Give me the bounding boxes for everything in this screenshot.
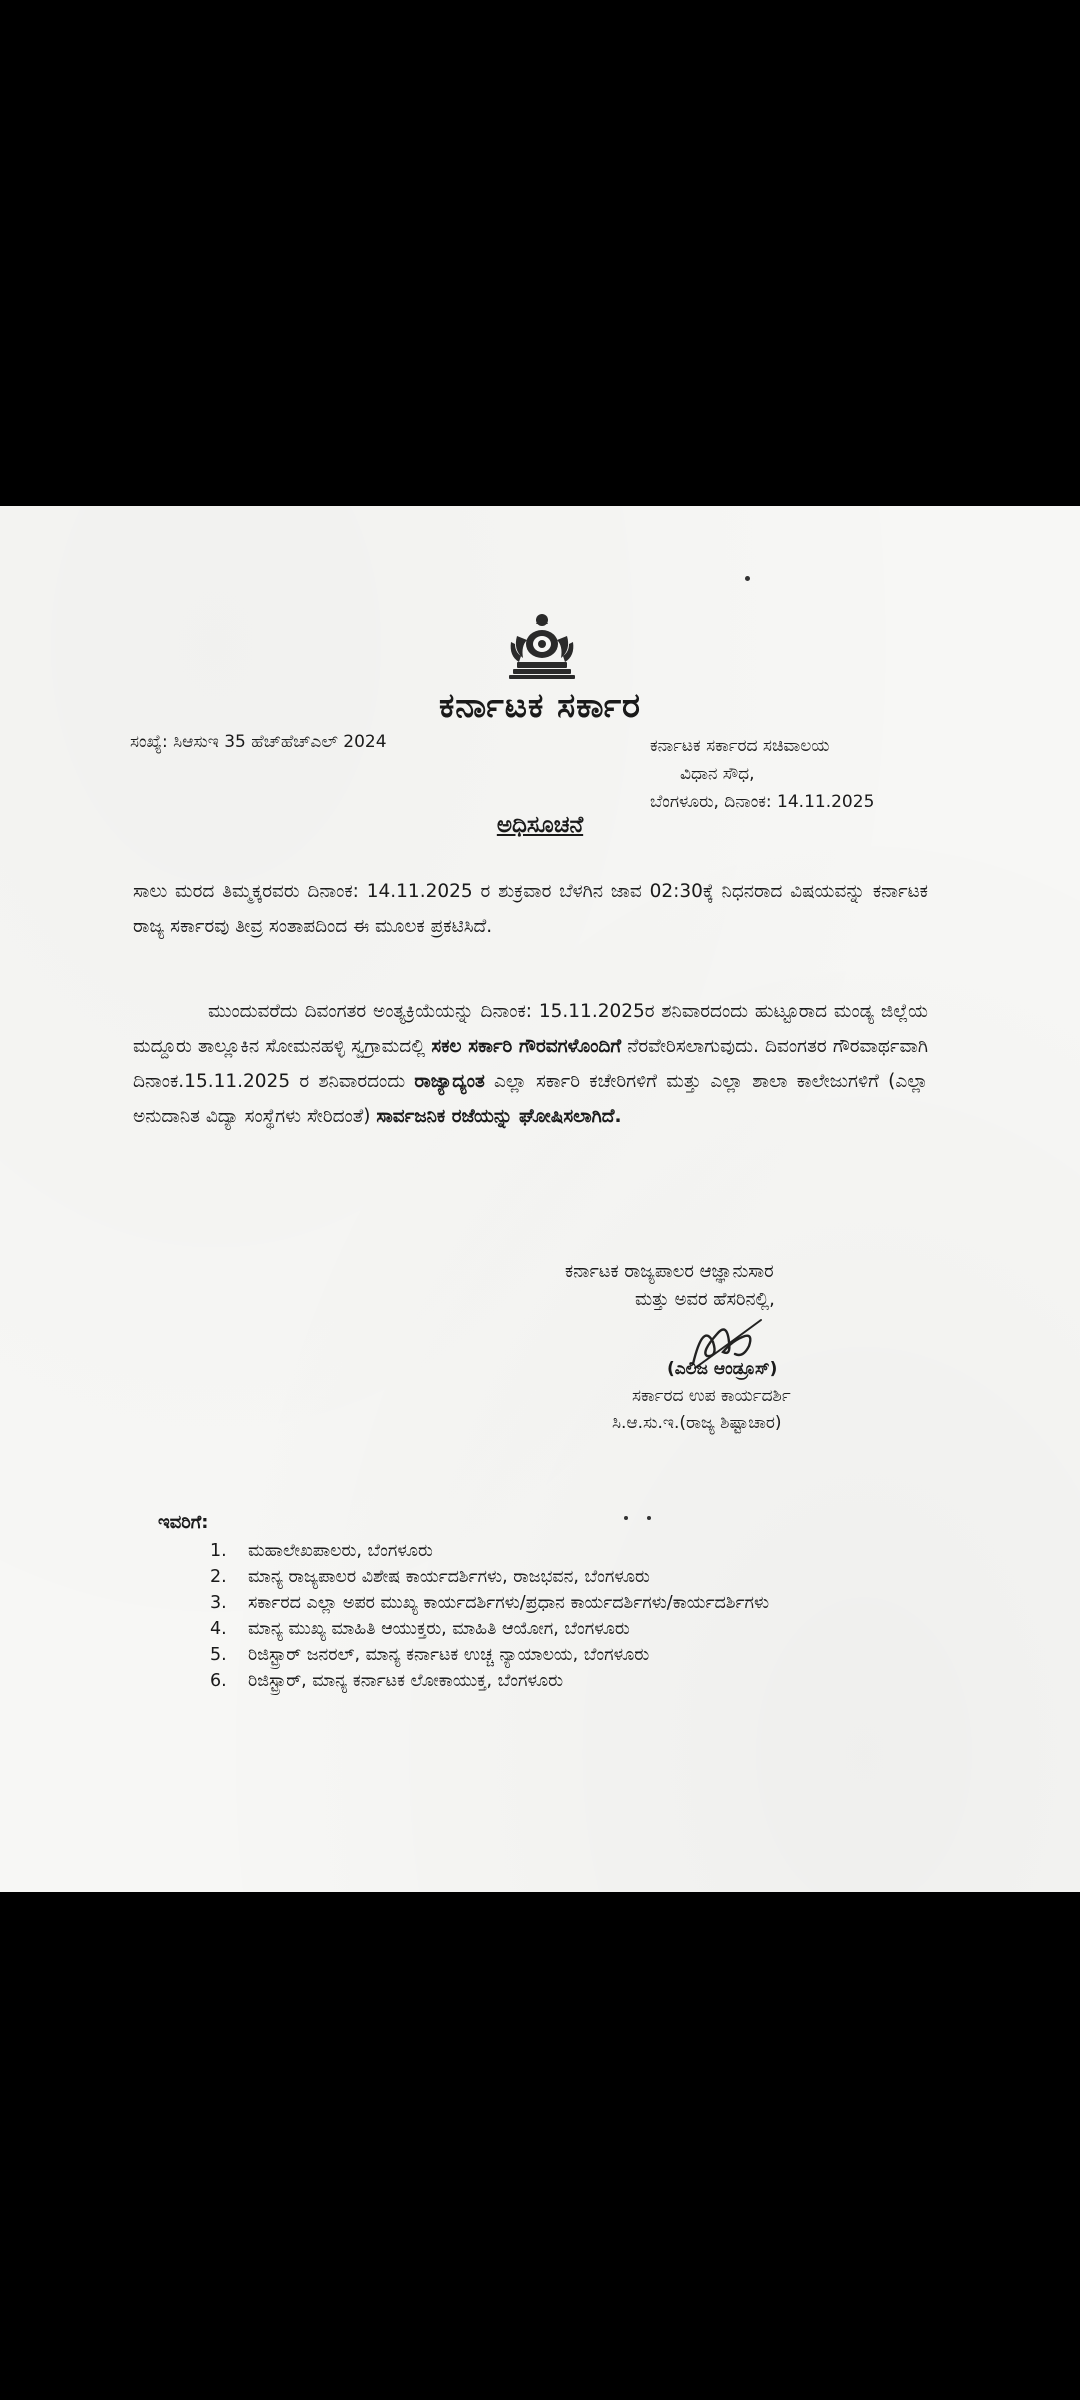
paragraph-text: ಮುಂದುವರೆದು ದಿವಂಗತರ ಅಂತ್ಯಕ್ರಿಯೆಯನ್ನು ದಿನಾಂಕ: 15.11.2025ರ ಶನಿವಾರದಂದು ಹುಟ್ಟೂರಾದ ಮಂಡ್ಯ ಜಿಲ್ಲೆಯ ಮದ್ದೂರು ತಾಲ್ಲೂಕಿನ ಸೋಮನಹಳ್ಳಿ ಸ್ವಗ್ರಾಮದಲ್ಲಿ	[133, 1001, 928, 1057]
paragraph-announcement: ಸಾಲು ಮರದ ತಿಮ್ಮಕ್ಕರವರು ದಿನಾಂಕ: 14.11.2025 ರ ಶುಕ್ರವಾರ ಬೆಳಗಿನ ಜಾವ 02:30ಕ್ಕೆ ನಿಧನರಾದ ವಿಷಯವನ್ನು ಕರ್ನಾಟಕ ರಾಜ್ಯ ಸರ್ಕಾರವು ತೀವ್ರ ಸಂತಾಪದಿಂದ ಈ ಮೂಲಕ ಪ್ರಕಟಿಸಿದೆ.	[133, 881, 928, 937]
office-line: ಕರ್ನಾಟಕ ಸರ್ಕಾರದ ಸಚಿವಾಲಯ	[650, 736, 830, 756]
order-line: ಕರ್ನಾಟಕ ರಾಜ್ಯಪಾಲರ ಆಜ್ಞಾನುಸಾರ	[565, 1261, 774, 1282]
bottom-letterbox	[0, 1892, 1080, 2400]
speck-mark	[745, 576, 750, 581]
document-page	[0, 506, 1080, 1892]
signatory-block	[612, 1356, 952, 1437]
signatory-designation: ಸರ್ಕಾರದ ಉಪ ಕಾರ್ಯದರ್ಶಿ	[632, 1386, 791, 1406]
governor-order	[565, 1258, 945, 1314]
speck-mark	[647, 1516, 651, 1520]
list-item: 3. ಸರ್ಕಾರದ ಎಲ್ಲಾ ಅಪರ ಮುಖ್ಯ ಕಾರ್ಯದರ್ಶಿಗಳು/ಪ್ರಧಾನ ಕಾರ್ಯದರ್ಶಿಗಳು/ಕಾರ್ಯದರ್ಶಿಗಳು	[210, 1593, 770, 1613]
document-title: ಕರ್ನಾಟಕ ಸರ್ಕಾರ	[438, 686, 642, 726]
paragraph-bold-text: ರಾಜ್ಯಾದ್ಯಂತ	[414, 1071, 485, 1092]
list-item: 6. ರಿಜಿಸ್ಟ್ರಾರ್, ಮಾನ್ಯ ಕರ್ನಾಟಕ ಲೋಕಾಯುಕ್ತ, ಬೆಂಗಳೂರು	[210, 1671, 564, 1691]
signatory-name: (ಎಲಿಜ ಆಂಡ್ರೂಸ್)	[667, 1359, 778, 1379]
speck-mark	[624, 1516, 628, 1520]
paragraph-holiday	[133, 994, 928, 1134]
list-item: 1. ಮಹಾಲೇಖಪಾಲರು, ಬೆಂಗಳೂರು	[210, 1541, 433, 1561]
state-emblem-icon	[503, 606, 581, 682]
office-date: ಬೆಂಗಳೂರು, ದಿನಾಂಕ: 14.11.2025	[650, 792, 875, 812]
recipients-list	[210, 1538, 950, 1694]
paragraph-bold-text: ಸಾರ್ವಜನಿಕ ರಜೆಯನ್ನು ಘೋಷಿಸಲಾಗಿದೆ.	[376, 1106, 622, 1127]
notification-heading: ಅಧಿಸೂಚನೆ	[496, 812, 584, 838]
list-item: 2. ಮಾನ್ಯ ರಾಜ್ಯಪಾಲರ ವಿಶೇಷ ಕಾರ್ಯದರ್ಶಿಗಳು, ರಾಜಭವನ, ಬೆಂಗಳೂರು	[210, 1567, 650, 1587]
order-line: ಮತ್ತು ಅವರ ಹೆಸರಿನಲ್ಲಿ,	[635, 1289, 775, 1310]
recipients-heading: ಇವರಿಗೆ:	[158, 1512, 209, 1533]
list-item: 4. ಮಾನ್ಯ ಮುಖ್ಯ ಮಾಹಿತಿ ಆಯುಕ್ತರು, ಮಾಹಿತಿ ಆಯೋಗ, ಬೆಂಗಳೂರು	[210, 1619, 630, 1639]
paragraph-bold-text: ಸಕಲ ಸರ್ಕಾರಿ ಗೌರವಗಳೊಂದಿಗೆ	[431, 1036, 622, 1057]
office-line: ವಿಧಾನ ಸೌಧ,	[680, 764, 755, 784]
signatory-department: ಸಿ.ಆ.ಸು.ಇ.(ರಾಜ್ಯ ಶಿಷ್ಟಾಚಾರ)	[612, 1413, 782, 1433]
paragraph-text: ಎಲ್ಲಾ ಸರ್ಕಾರಿ ಕಚೇರಿಗಳಿಗೆ ಮತ್ತು ಎಲ್ಲಾ ಶಾಲಾ ಕಾಲೇಜುಗಳಿಗೆ (ಎಲ್ಲಾ ಅನುದಾನಿತ ವಿದ್ಯಾ ಸಂಸ್ಥೆಗಳು ಸೇರಿದಂತೆ)	[133, 1071, 928, 1127]
top-letterbox	[0, 0, 1080, 506]
list-item: 5. ರಿಜಿಸ್ಟ್ರಾರ್ ಜನರಲ್, ಮಾನ್ಯ ಕರ್ನಾಟಕ ಉಚ್ಚ ನ್ಯಾಯಾಲಯ, ಬೆಂಗಳೂರು	[210, 1645, 650, 1665]
paragraph-text: ನೆರವೇರಿಸಲಾಗುವುದು. ದಿವಂಗತರ ಗೌರವಾರ್ಥವಾಗಿ ದಿನಾಂಕ.15.11.2025 ರ ಶನಿವಾರದಂದು	[133, 1036, 928, 1092]
office-address	[650, 732, 940, 816]
reference-number: ಸಂಖ್ಯೆ: ಸಿಆಸುಇ 35 ಹೆಚ್‌ಹೆಚ್‌ಎಲ್ 2024	[130, 732, 387, 752]
